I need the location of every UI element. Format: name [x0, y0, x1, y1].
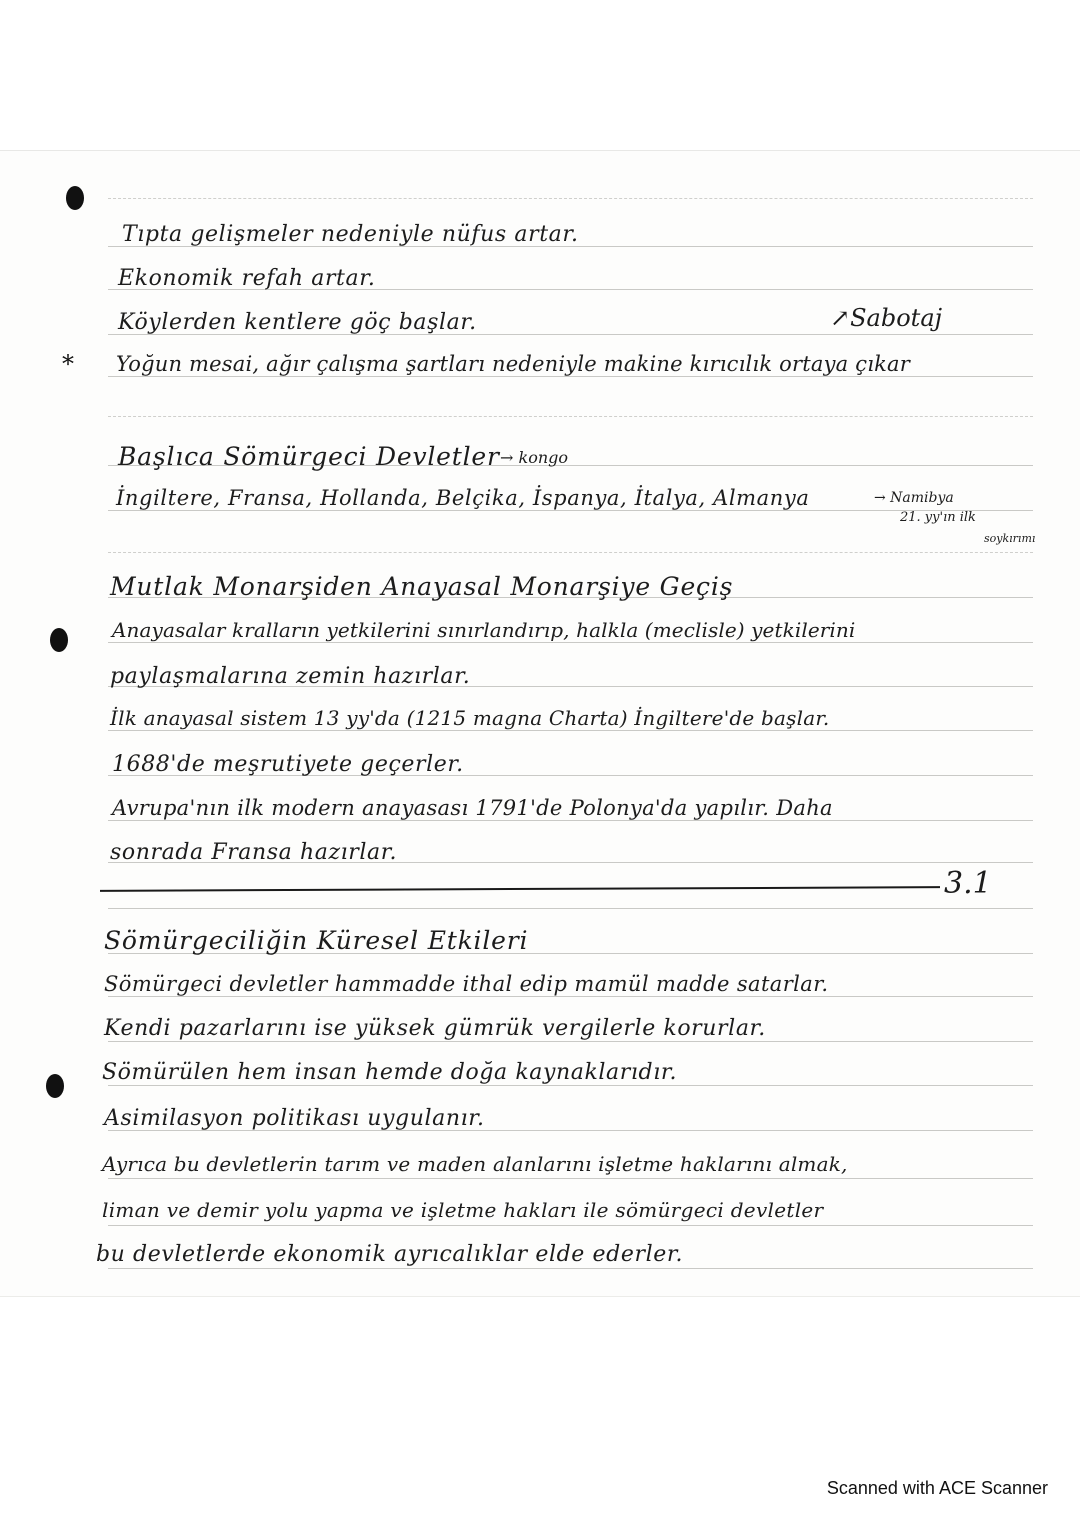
ruled-line: [108, 198, 1033, 199]
note-line-machine-breaking: Yoğun mesai, ağır çalışma şartları nedeniyle makine kırıcılık ortaya çıkar: [116, 352, 911, 376]
ruled-line: [108, 820, 1033, 821]
note-line-france: sonrada Fransa hazırlar.: [110, 840, 398, 865]
note-sabotaj: ↗Sabotaj: [830, 304, 943, 332]
heading-colonial-states: Başlıca Sömürgeci Devletler: [118, 442, 500, 471]
note-line-constitutions: Anayasalar kralların yetkilerini sınırlandırıp, halkla (meclisle) yetkilerini: [112, 618, 856, 642]
note-line-privileges: bu devletlerde ekonomik ayrıcalıklar elde ederler.: [96, 1242, 684, 1267]
note-line-customs: Kendi pazarlarını ise yüksek gümrük vergilerle korurlar.: [104, 1016, 766, 1041]
note-line-exploited: Sömürülen hem insan hemde doğa kaynaklarıdır.: [102, 1060, 678, 1085]
ruled-line: [108, 1178, 1033, 1179]
note-line-ports-railways: liman ve demir yolu yapma ve işletme hakları ile sömürgeci devletler: [102, 1198, 824, 1222]
star-mark: *: [62, 350, 74, 378]
note-line-rights: Ayrıca bu devletlerin tarım ve maden alanlarını işletme haklarını almak,: [102, 1152, 848, 1176]
note-line-assimilation: Asimilasyon politikası uygulanır.: [104, 1106, 485, 1131]
heading-constitutional-monarchy: Mutlak Monarşiden Anayasal Monarşiye Geçiş: [110, 572, 734, 601]
ruled-line: [108, 416, 1033, 417]
note-soykirim: soykırımı: [984, 532, 1036, 545]
ruled-line: [108, 730, 1033, 731]
ruled-line: [108, 642, 1033, 643]
note-kongo: → kongo: [500, 448, 568, 467]
scanner-watermark: Scanned with ACE Scanner: [826, 1478, 1048, 1498]
ruled-line: [108, 552, 1033, 553]
note-namibya: → Namibya: [874, 490, 954, 506]
note-line-poland: Avrupa'nın ilk modern anayasası 1791'de Polonya'da yapılır. Daha: [112, 796, 833, 820]
note-line-medicine: Tıpta gelişmeler nedeniyle nüfus artar.: [122, 222, 579, 247]
note-line-raw-materials: Sömürgeci devletler hammadde ithal edip mamül madde satarlar.: [104, 972, 829, 996]
ruled-line: [108, 1085, 1033, 1086]
section-number: 3.1: [944, 866, 992, 901]
ruled-line: [108, 996, 1033, 997]
note-line-colonial-states: İngiltere, Fransa, Hollanda, Belçika, İspanya, İtalya, Almanya: [116, 486, 810, 510]
punch-hole-3: [46, 1074, 64, 1098]
punch-hole-2: [50, 628, 68, 652]
ruled-line: [108, 1268, 1033, 1269]
ruled-line: [108, 510, 1033, 511]
ruled-line: [108, 1225, 1033, 1226]
note-line-1688: 1688'de meşrutiyete geçerler.: [112, 752, 464, 777]
note-first-genocide: 21. yy'ın ilk: [900, 510, 976, 525]
note-line-constitutions-cont: paylaşmalarına zemin hazırlar.: [110, 664, 471, 689]
heading-global-effects: Sömürgeciliğin Küresel Etkileri: [104, 926, 529, 955]
note-line-economy: Ekonomik refah artar.: [118, 266, 376, 291]
punch-hole-1: [66, 186, 84, 210]
ruled-line: [108, 908, 1033, 909]
ruled-line: [108, 376, 1033, 377]
note-line-magna-charta: İlk anayasal sistem 13 yy'da (1215 magna Charta) İngiltere'de başlar.: [110, 706, 830, 730]
note-line-migration: Köylerden kentlere göç başlar.: [118, 310, 477, 335]
ruled-line: [108, 1041, 1033, 1042]
